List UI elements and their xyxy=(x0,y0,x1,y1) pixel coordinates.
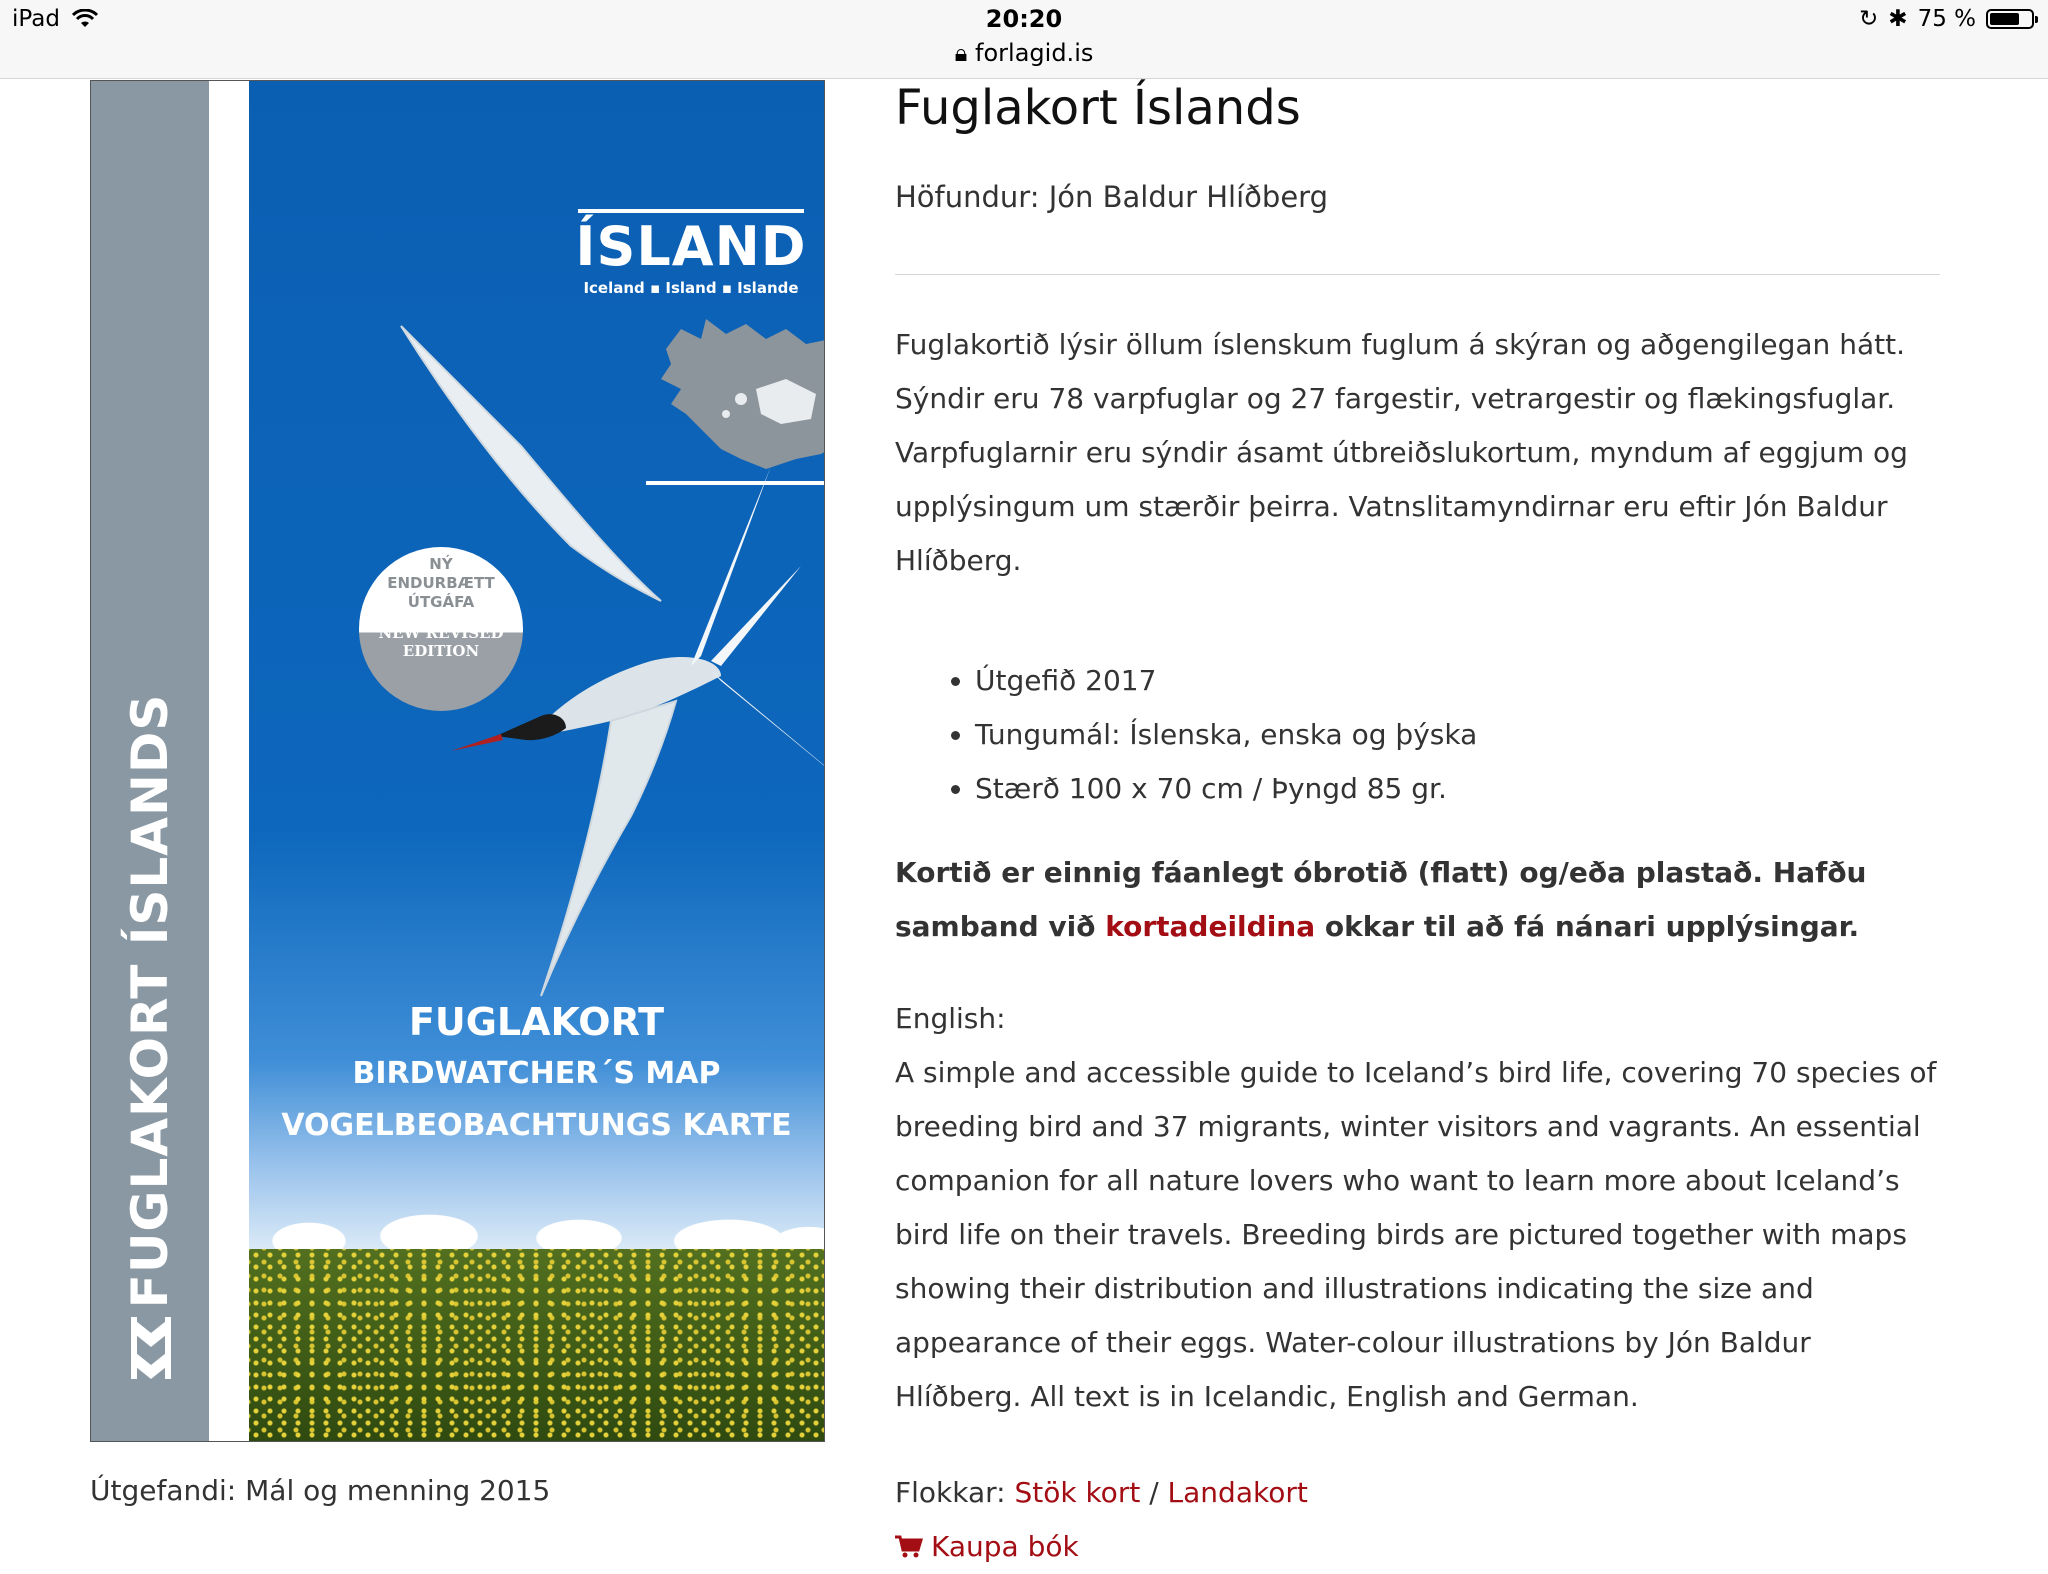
publisher-caption: Útgefandi: Mál og menning 2015 xyxy=(90,1474,551,1507)
cover-heading-birdwatchers-map: BIRDWATCHER´S MAP xyxy=(352,1056,721,1091)
badge-line: NÝ xyxy=(429,555,453,573)
buy-book-label[interactable]: Kaupa bók xyxy=(931,1530,1079,1563)
cover-headings xyxy=(249,996,824,1152)
notice-text: Kortið er einnig fáanlegt óbrotið (flatt) og/eða plastað. Hafðu samband við xyxy=(895,856,1867,943)
badge-line: EDITION xyxy=(402,642,480,660)
title-rule xyxy=(578,209,804,213)
url-text: forlagid.is xyxy=(975,39,1094,67)
divider xyxy=(895,274,1940,275)
category-link-stok-kort[interactable]: Stök kort xyxy=(1014,1476,1141,1509)
badge-line: ENDURBÆTT xyxy=(387,574,495,592)
island-heading: ÍSLAND xyxy=(575,215,807,278)
cover-spine xyxy=(91,81,209,1441)
status-right xyxy=(1859,6,2034,32)
list-item: • Tungumál: Íslenska, enska og þýska xyxy=(975,708,1477,762)
categories xyxy=(895,1466,1308,1520)
cover-heading-german: VOGELBEOBACHTUNGS KARTE xyxy=(281,1108,792,1143)
categories-separator: / xyxy=(1140,1476,1168,1509)
category-link-landakort[interactable]: Landakort xyxy=(1167,1476,1308,1509)
english-label: English: xyxy=(895,1002,1006,1035)
cover-white-strip xyxy=(209,81,249,1441)
shopping-cart-icon xyxy=(895,1535,923,1559)
arctic-tern-illustration xyxy=(391,316,825,1006)
description-icelandic: Fuglakortið lýsir öllum íslenskum fuglum á skýran og aðgengilegan hátt. Sýndir eru 78 varpfuglar og 27 fargestir, vetrargestir og flækingsfuglar. Varpfuglarnir eru sýndir ásamt útbreiðslukortum, myndum af eggjum og upplýsingum um stærðir þeirra. Vatnslitamyndirnar eru eftir Jón Baldur Hlíðberg. xyxy=(895,328,1908,577)
lock-icon: 🔒︎ xyxy=(954,39,968,67)
orientation-lock-icon: ↻ xyxy=(1859,6,1879,32)
buy-book-button[interactable] xyxy=(895,1520,1079,1574)
island-subtitle: Iceland ▪ Island ▪ Islande xyxy=(583,279,799,297)
status-bar xyxy=(0,0,2048,79)
battery-fill xyxy=(1990,13,2019,25)
notice-text-end: okkar til að fá nánari upplýsingar. xyxy=(1315,910,1860,943)
badge-line: NEW REVISED xyxy=(378,624,504,642)
badge-line: ÚTGÁFA xyxy=(407,593,475,611)
cover-meadow xyxy=(249,1249,824,1441)
battery-percent: 75 % xyxy=(1917,6,1976,32)
bluetooth-icon: ✱ xyxy=(1888,6,1908,32)
map-department-link[interactable]: kortadeildina xyxy=(1105,910,1316,943)
address-bar[interactable] xyxy=(0,39,2048,67)
list-item: • Útgefið 2017 xyxy=(975,654,1477,708)
categories-label: Flokkar: xyxy=(895,1476,1015,1509)
list-item: • Stærð 100 x 70 cm / Þyngd 85 gr. xyxy=(975,762,1477,816)
publisher-logo-icon xyxy=(129,1313,173,1383)
spine-title: FUGLAKORT ÍSLANDS xyxy=(121,693,179,1309)
author-line: Höfundur: Jón Baldur Hlíðberg xyxy=(895,180,1328,214)
cover-heading-fuglakort: FUGLAKORT xyxy=(408,1000,665,1044)
clock: 20:20 xyxy=(985,5,1063,33)
description-english xyxy=(895,992,1940,1424)
english-text: A simple and accessible guide to Iceland’s bird life, covering 70 species of breeding bird and 37 migrants, winter visitors and vagrants. An essential companion for all nature lovers who want to learn more about Iceland’s bird life on their travels. Breeding birds are pictured together with maps showing their distribution and illustrations indicating the size and appearance of their eggs. Water-colour illustrations by Jón Baldur Hlíðberg. All text is in Icelandic, English and German. xyxy=(895,1056,1937,1413)
battery-icon xyxy=(1986,9,2034,29)
availability-notice xyxy=(895,846,1940,954)
book-cover-image xyxy=(90,80,825,1442)
device-name: iPad xyxy=(12,6,60,32)
facts-list xyxy=(895,654,1477,816)
cover-island-title xyxy=(491,209,825,297)
page-title: Fuglakort Íslands xyxy=(895,80,1301,136)
